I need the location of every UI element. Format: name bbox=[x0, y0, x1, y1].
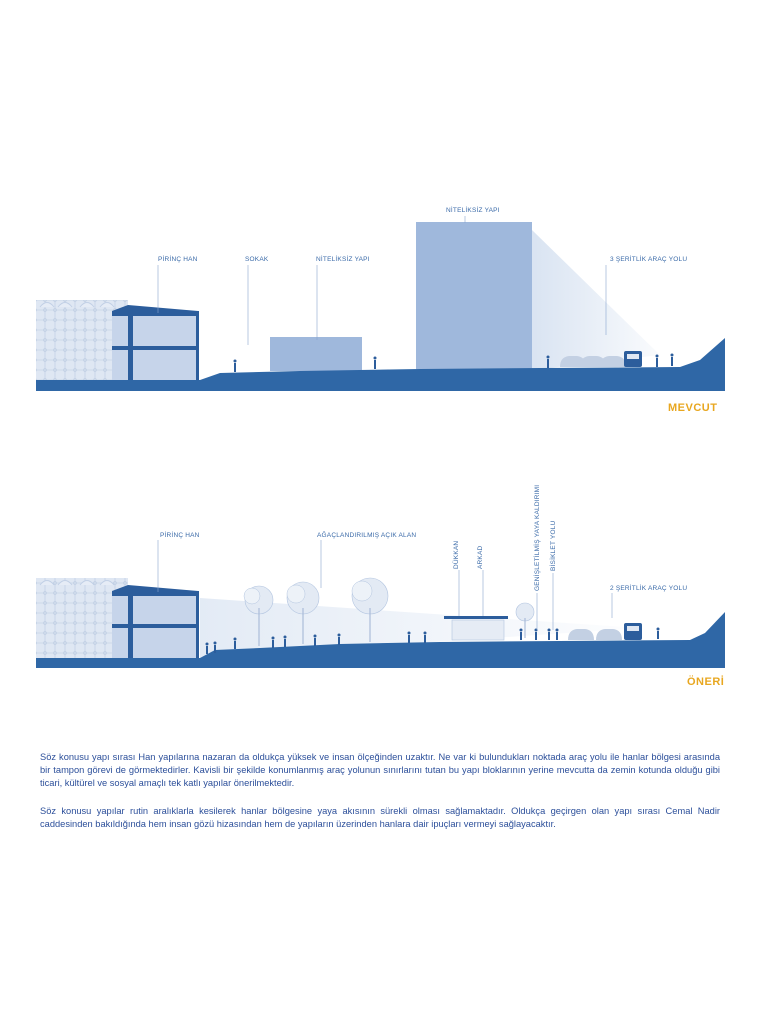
section-oneri-drawing bbox=[0, 478, 768, 673]
label-arac-yolu: 3 ŞERİTLİK ARAÇ YOLU bbox=[610, 256, 688, 263]
label-yaya-kaldirimi: GENİŞLETİLMİŞ YAYA KALDIRIMI bbox=[534, 484, 541, 591]
label-arac-yolu: 2 ŞERİTLİK ARAÇ YOLU bbox=[610, 585, 688, 592]
label-dukkan: DÜKKAN bbox=[453, 540, 460, 569]
section-oneri bbox=[0, 478, 768, 673]
pirinc-han-section bbox=[112, 305, 199, 382]
pirinc-han-section bbox=[112, 585, 199, 659]
sightline-beam bbox=[532, 230, 660, 370]
niteliksiz-yapi-low-block bbox=[270, 337, 362, 371]
label-niteliksiz-yapi-tall: NİTELİKSİZ YAPI bbox=[446, 207, 500, 214]
label-acik-alan: AĞAÇLANDIRILMIŞ AÇIK ALAN bbox=[317, 532, 417, 539]
section-mevcut bbox=[0, 195, 768, 420]
label-pirinc-han: PİRİNÇ HAN bbox=[160, 532, 200, 539]
tag-mevcut: MEVCUT bbox=[668, 402, 718, 414]
tag-oneri: ÖNERİ bbox=[687, 676, 725, 688]
label-sokak: SOKAK bbox=[245, 256, 269, 263]
label-bisiklet-yolu: BİSİKLET YOLU bbox=[550, 520, 557, 571]
label-niteliksiz-yapi-low: NİTELİKSİZ YAPI bbox=[316, 256, 370, 263]
description-paragraph-2: Söz konusu yapılar rutin aralıklarla kesilerek hanlar bölgesine yaya akısının sürekli olması sağlamaktadır. Oldukça geçirgen olan yapı sırası Cemal Nadir caddesinden bakıldığında hem insan gözü hizasından hem de yapıların üzerinden hanlara dair ipuçları vermeyi sağlayacaktır. bbox=[40, 806, 720, 830]
description-paragraph-1: Söz konusu yapı sırası Han yapılarına nazaran da oldukça yüksek ve insan ölçeğinden uzaktır. Ne var ki bulundukları noktada araç yolu ile hanlar bölgesi arasında bir tampon görevi de görmektedirler. Kavisli bir şekilde konumlanmış araç yolunun sınırlarını tutan bu yapı bloklarının yerine mevcutta da zemin kotunda olduğu gibi ticari, kültürel ve sosyal amaçlı tek katlı yapılar önerilmektedir. bbox=[40, 752, 720, 789]
label-arkad: ARKAD bbox=[477, 545, 484, 569]
section-mevcut-drawing bbox=[0, 195, 768, 420]
label-pirinc-han: PİRİNÇ HAN bbox=[158, 256, 198, 263]
niteliksiz-yapi-tall-block bbox=[416, 222, 532, 369]
